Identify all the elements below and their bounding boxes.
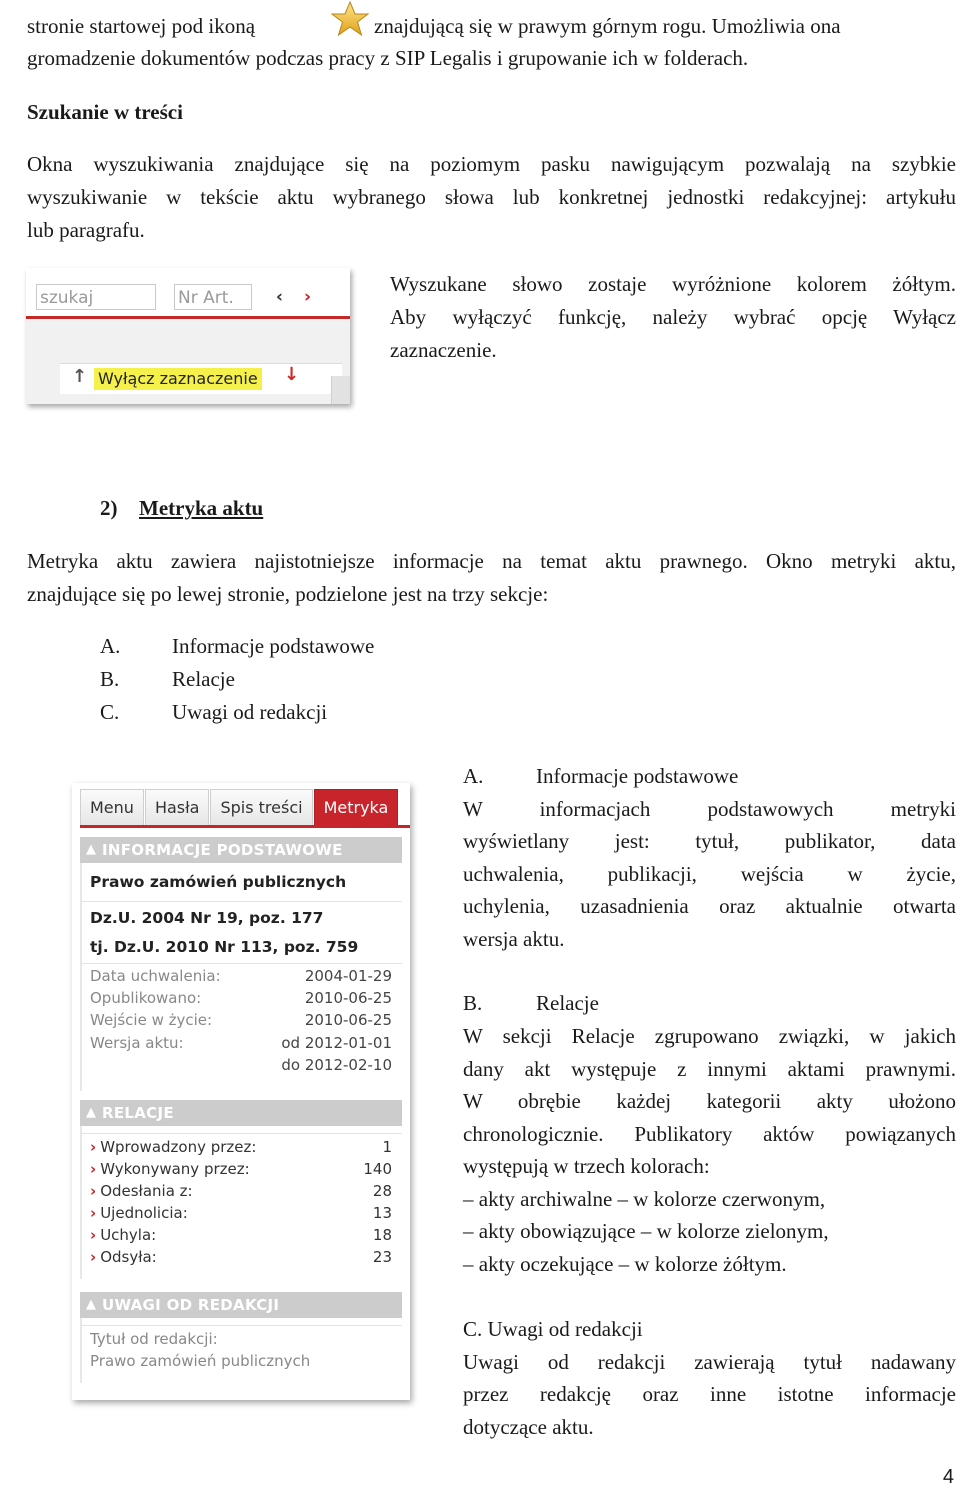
intro-line-2: gromadzenie dokumentów podczas pracy z SIP Legalis i grupowanie ich w folderach. <box>27 46 749 70</box>
tab-hasla[interactable]: Hasła <box>145 789 210 826</box>
star-icon <box>330 0 370 38</box>
relation-count: 18 <box>372 1226 392 1244</box>
section-b-line-7: – akty obowiązujące – w kolorze zielonym, <box>463 1219 829 1243</box>
chevron-right-icon: › <box>90 1204 97 1222</box>
date-value: 2010-06-25 <box>304 1011 392 1029</box>
relation-label: Odsyła: <box>100 1248 157 1266</box>
list-letter-a: A. <box>100 634 121 658</box>
notes-label: Tytuł od redakcji: <box>90 1330 218 1348</box>
search-widget-screenshot <box>26 268 350 404</box>
relation-count: 23 <box>372 1248 392 1266</box>
divider <box>80 1133 402 1134</box>
relation-label: Uchyla: <box>100 1226 157 1244</box>
scrollbar[interactable] <box>331 376 350 404</box>
section-b-line-3: W obrębie każdej kategorii akty ułożono <box>463 1089 956 1113</box>
metryka-para-line-2: znajdujące się po lewej stronie, podzielone jest na trzy sekcje: <box>27 582 549 606</box>
relation-count: 140 <box>363 1160 392 1178</box>
relations-section-title: RELACJE <box>102 1104 174 1122</box>
section-a-line-4: uchylenia, uzasadnienia oraz aktualnie otwarta <box>463 894 956 918</box>
chevron-up-icon: ▲ <box>86 842 97 857</box>
chevron-right-icon: › <box>90 1182 97 1200</box>
date-row <box>90 1009 392 1031</box>
act-title: Prawo zamówień publicznych <box>90 873 347 891</box>
tab-spis-tresci[interactable]: Spis treści <box>210 789 312 826</box>
search-heading: Szukanie w treści <box>27 100 183 124</box>
intro-line-1a: stronie startowej pod ikoną <box>27 14 256 38</box>
relation-label: Odesłania z: <box>100 1182 193 1200</box>
date-row <box>90 1032 392 1054</box>
previous-result-button[interactable]: ‹ <box>276 287 284 307</box>
date-value[interactable]: od 2012-01-01 <box>281 1034 392 1052</box>
section-c-line-1: Uwagi od redakcji zawierają tytuł nadawany <box>463 1350 956 1374</box>
relations-section-header[interactable] <box>80 1100 402 1126</box>
metryka-panel-screenshot <box>72 783 410 1400</box>
section-a-line-1: W informacjach podstawowych metryki <box>463 797 956 821</box>
divider <box>80 1325 402 1326</box>
relation-label: Ujednolicia: <box>100 1204 188 1222</box>
notes-section-border <box>80 1318 82 1383</box>
info-section-header[interactable] <box>80 837 402 863</box>
notes-section-title: UWAGI OD REDAKCJI <box>102 1296 280 1314</box>
tab-metryka[interactable]: Metryka <box>314 789 399 826</box>
notes-value: Prawo zamówień publicznych <box>90 1352 311 1370</box>
section-a-line-3: uchwalenia, publikacji, wejścia w życie, <box>463 862 956 886</box>
search-side-line-2: Aby wyłączyć funkcję, należy wybrać opcję Wyłącz <box>390 305 956 329</box>
chevron-right-icon: › <box>90 1248 97 1266</box>
chevron-right-icon: › <box>90 1160 97 1178</box>
tab-underline <box>80 825 410 828</box>
date-row <box>90 1054 392 1076</box>
publication-consolidated: tj. Dz.U. 2010 Nr 113, poz. 759 <box>90 938 359 956</box>
relation-item[interactable] <box>90 1202 392 1224</box>
section-c-line-3: dotyczące aktu. <box>463 1415 594 1439</box>
section-c-title: C. Uwagi od redakcji <box>463 1317 643 1341</box>
relation-count: 28 <box>372 1182 392 1200</box>
section-a-line-2: wyświetlany jest: tytuł, publikator, data <box>463 829 956 853</box>
metryka-heading: Metryka aktu <box>139 496 264 520</box>
relation-count: 13 <box>372 1204 392 1222</box>
intro-line-1b: znajdującą się w prawym górnym rogu. Umożliwia ona <box>374 14 841 38</box>
page-number: 4 <box>942 1466 954 1488</box>
list-text-a: Informacje podstawowe <box>172 634 375 658</box>
search-side-line-3: zaznaczenie. <box>390 338 497 362</box>
date-row <box>90 987 392 1009</box>
relation-item[interactable] <box>90 1246 392 1268</box>
article-number-input[interactable]: Nr Art. <box>174 284 252 310</box>
date-label: Data uchwalenia: <box>90 967 221 985</box>
section-b-line-4: chronologicznie. Publikatory aktów powiązanych <box>463 1122 956 1146</box>
chevron-right-icon: › <box>90 1226 97 1244</box>
publication-primary: Dz.U. 2004 Nr 19, poz. 177 <box>90 909 324 927</box>
chevron-up-icon: ▲ <box>86 1297 97 1312</box>
relations-section-border <box>80 1126 82 1279</box>
date-label: Opublikowano: <box>90 989 202 1007</box>
divider <box>80 901 402 902</box>
relation-label: Wykonywany przez: <box>100 1160 250 1178</box>
metryka-para-line-1: Metryka aktu zawiera najistotniejsze informacje na temat aktu prawnego. Okno metryki aktu, <box>27 549 956 573</box>
search-para-line-3: lub paragrafu. <box>27 218 145 242</box>
date-value[interactable]: do 2012-02-10 <box>281 1056 392 1074</box>
relation-item[interactable] <box>90 1180 392 1202</box>
arrow-up-icon[interactable]: ↑ <box>72 366 88 387</box>
chevron-right-icon: › <box>90 1138 97 1156</box>
info-section-border <box>80 863 82 1091</box>
relation-item[interactable] <box>90 1136 392 1158</box>
section-number: 2) <box>100 496 118 520</box>
section-b-line-2: dany akt występuje z innymi aktami prawnymi. <box>463 1057 956 1081</box>
arrow-down-icon[interactable]: ↓ <box>284 364 300 385</box>
tab-menu[interactable]: Menu <box>80 789 144 826</box>
list-letter-b: B. <box>100 667 120 691</box>
list-text-b: Relacje <box>172 667 235 691</box>
section-b-line-8: – akty oczekujące – w kolorze żółtym. <box>463 1252 787 1276</box>
list-letter-c: C. <box>100 700 120 724</box>
section-a-letter: A. <box>463 764 484 788</box>
search-input[interactable]: szukaj <box>36 284 156 310</box>
relation-label: Wprowadzony przez: <box>100 1138 257 1156</box>
section-b-line-6: – akty archiwalne – w kolorze czerwonym, <box>463 1187 826 1211</box>
date-label: Wersja aktu: <box>90 1034 184 1052</box>
notes-section-header[interactable] <box>80 1292 402 1318</box>
date-value: 2010-06-25 <box>304 989 392 1007</box>
date-value: 2004-01-29 <box>304 967 392 985</box>
section-b-line-5: występują w trzech kolorach: <box>463 1154 710 1178</box>
date-label: Wejście w życie: <box>90 1011 213 1029</box>
search-para-line-1: Okna wyszukiwania znajdujące się na poziomym pasku nawigującym pozwalają na szybkie <box>27 152 956 176</box>
section-b-title: Relacje <box>536 991 599 1015</box>
relation-item[interactable] <box>90 1224 392 1246</box>
search-side-line-1: Wyszukane słowo zostaje wyróżnione kolorem żółtym. <box>390 272 956 296</box>
section-c-line-2: przez redakcję oraz inne istotne informacje <box>463 1382 956 1406</box>
date-row <box>90 965 392 987</box>
section-a-title: Informacje podstawowe <box>536 764 739 788</box>
relation-item[interactable] <box>90 1158 392 1180</box>
panel-tabs <box>80 789 399 825</box>
relation-count: 1 <box>382 1138 392 1156</box>
info-section-title: INFORMACJE PODSTAWOWE <box>102 841 343 859</box>
section-a-line-5: wersja aktu. <box>463 927 565 951</box>
section-b-line-1: W sekcji Relacje zgrupowano związki, w jakich <box>463 1024 956 1048</box>
divider <box>80 963 402 964</box>
chevron-up-icon: ▲ <box>86 1105 97 1120</box>
disable-highlight-button[interactable]: Wyłącz zaznaczenie <box>94 368 262 390</box>
list-text-c: Uwagi od redakcji <box>172 700 328 724</box>
search-para-line-2: wyszukiwanie w tekście aktu wybranego słowa lub konkretnej jednostki redakcyjnej: artykułu <box>27 185 956 209</box>
section-b-letter: B. <box>463 991 483 1015</box>
next-result-button[interactable]: › <box>304 287 312 307</box>
